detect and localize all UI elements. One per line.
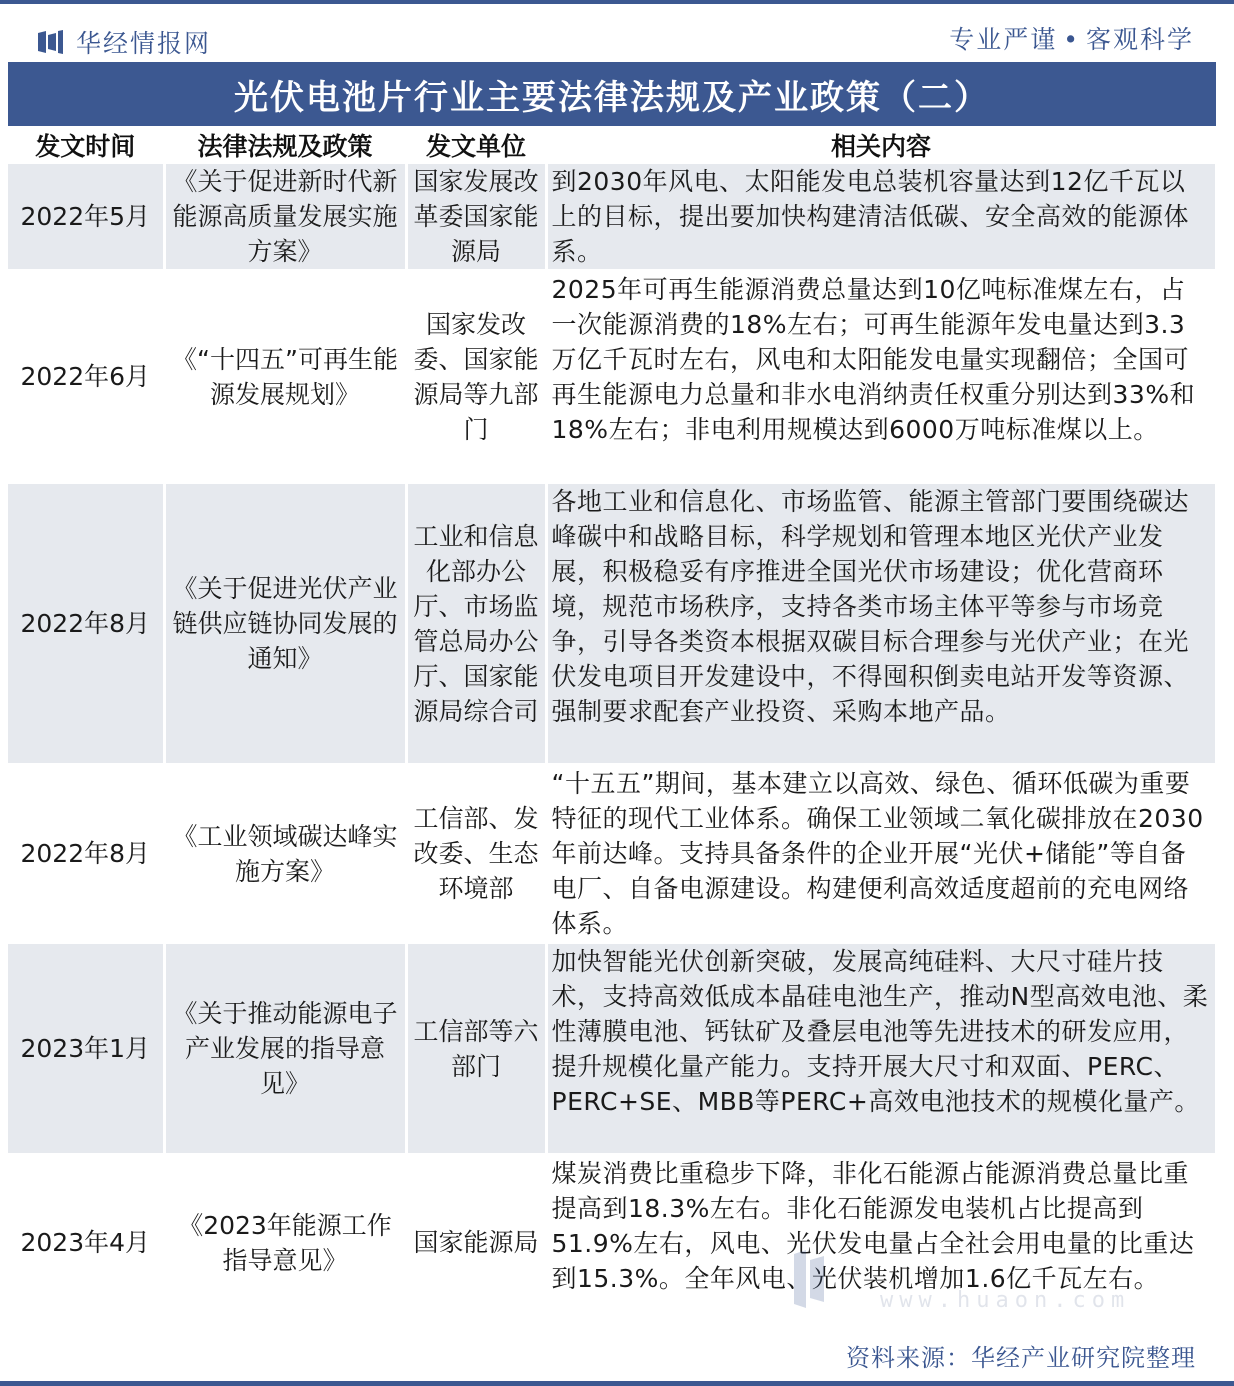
cell-issuer: 工信部等六部门 (406, 943, 546, 1155)
brand-name: 华经情报网 (76, 29, 212, 58)
table-header-row (8, 126, 1216, 164)
cell-policy: 《工业领域碳达峰实施方案》 (164, 765, 406, 943)
table-row (8, 271, 1216, 483)
cell-content: 煤炭消费比重稳步下降，非化石能源占能源消费总量比重提高到18.3%左右。非化石能源发电装机占比提高到51.9%左右，风电、光伏发电量占全社会用电量的比重达到15.3%。全年风电、光伏装机增加1.6亿千瓦左右。 (546, 1155, 1216, 1331)
slogan-dot: • (1063, 25, 1080, 54)
cell-issuer: 工信部、发改委、生态环境部 (406, 765, 546, 943)
hexagon-bars-icon (36, 29, 64, 55)
table-row (8, 765, 1216, 943)
brand-logo[interactable] (36, 24, 211, 60)
cell-date: 2023年1月 (8, 943, 164, 1155)
cell-content: 2025年可再生能源消费总量达到10亿吨标准煤左右，占一次能源消费的18%左右；可再生能源年发电量达到3.3万亿千瓦时左右，风电和太阳能发电量实现翻倍；全国可再生能源电力总量和非水电消纳责任权重分别达到33%和18%左右；非电利用规模达到6000万吨标准煤以上。 (546, 271, 1216, 483)
watermark-url: www.huaon.com (880, 1288, 1131, 1313)
bottom-rule (0, 1381, 1234, 1386)
slogan-right: 客观科学 (1085, 25, 1194, 54)
cell-policy: 《关于促进光伏产业链供应链协同发展的通知》 (164, 483, 406, 765)
cell-policy: 《关于推动能源电子产业发展的指导意见》 (164, 943, 406, 1155)
header-content: 相关内容 (546, 126, 1216, 164)
policy-table (8, 126, 1218, 1332)
cell-date: 2022年6月 (8, 271, 164, 483)
cell-date: 2022年5月 (8, 164, 164, 271)
cell-issuer: 国家发展改革委国家能源局 (406, 164, 546, 271)
cell-content: 到2030年风电、太阳能发电总装机容量达到12亿千瓦以上的目标，提出要加快构建清洁低碳、安全高效的能源体系。 (546, 164, 1216, 271)
slogan-left: 专业严谨 (949, 25, 1058, 54)
table-row (8, 943, 1216, 1155)
cell-content: 各地工业和信息化、市场监管、能源主管部门要围绕碳达峰碳中和战略目标，科学规划和管理本地区光伏产业发展，积极稳妥有序推进全国光伏市场建设；优化营商环境，规范市场秩序，支持各类市场主体平等参与市场竞争，引导各类资本根据双碳目标合理参与光伏产业；在光伏发电项目开发建设中，不得囤积倒卖电站开发等资源、强制要求配套产业投资、采购本地产品。 (546, 483, 1216, 765)
watermark (792, 1244, 1172, 1316)
cell-issuer: 国家发改委、国家能源局等九部门 (406, 271, 546, 483)
header-issuer: 发文单位 (406, 126, 546, 164)
header-date: 发文时间 (8, 126, 164, 164)
cell-policy: 《关于促进新时代新能源高质量发展实施方案》 (164, 164, 406, 271)
cell-issuer: 国家能源局 (406, 1155, 546, 1331)
cell-date: 2022年8月 (8, 765, 164, 943)
cell-date: 2022年8月 (8, 483, 164, 765)
cell-policy: 《“十四五”可再生能源发展规划》 (164, 271, 406, 483)
watermark-logo-icon (792, 1246, 826, 1312)
slogan (949, 20, 1194, 56)
page-title: 光伏电池片行业主要法律法规及产业政策（二） (8, 62, 1216, 126)
cell-policy: 《2023年能源工作指导意见》 (164, 1155, 406, 1331)
table-row (8, 164, 1216, 271)
cell-issuer: 工业和信息化部办公厅、市场监管总局办公厅、国家能源局综合司 (406, 483, 546, 765)
header-policy: 法律法规及政策 (164, 126, 406, 164)
page-header (0, 4, 1234, 62)
cell-content: “十五五”期间，基本建立以高效、绿色、循环低碳为重要特征的现代工业体系。确保工业领域二氧化碳排放在2030年前达峰。支持具备条件的企业开展“光伏+储能”等自备电厂、自备电源建设。构建便利高效适度超前的充电网络体系。 (546, 765, 1216, 943)
cell-date: 2023年4月 (8, 1155, 164, 1331)
table-row (8, 483, 1216, 765)
source-note: 资料来源：华经产业研究院整理 (846, 1344, 1196, 1372)
cell-content: 加快智能光伏创新突破，发展高纯硅料、大尺寸硅片技术，支持高效低成本晶硅电池生产，推动N型高效电池、柔性薄膜电池、钙钛矿及叠层电池等先进技术的研发应用，提升规模化量产能力。支持开展大尺寸和双面、PERC、PERC+SE、MBB等PERC+高效电池技术的规模化量产。 (546, 943, 1216, 1155)
